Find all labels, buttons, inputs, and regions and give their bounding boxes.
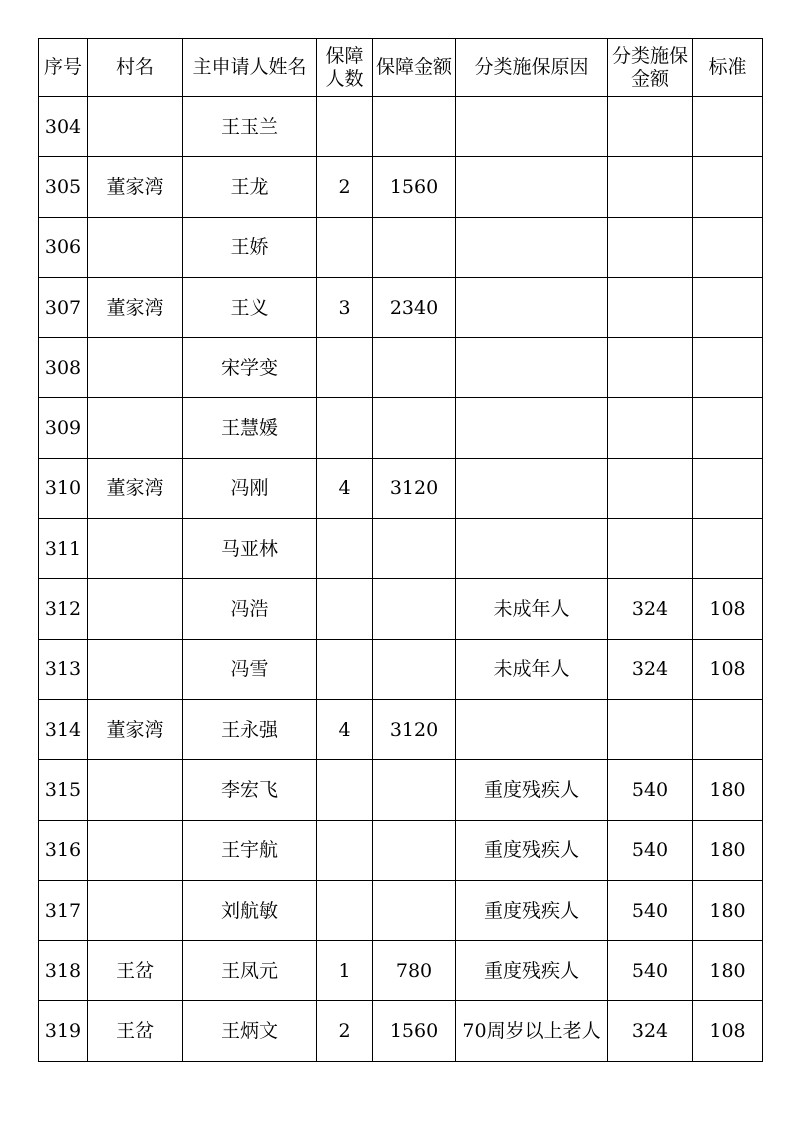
cell-classified-amount: 540 xyxy=(608,760,693,820)
cell-covered-amount: 2340 xyxy=(373,277,456,337)
cell-village xyxy=(88,217,183,277)
cell-standard xyxy=(693,97,763,157)
cell-covered-count: 1 xyxy=(317,941,373,1001)
cell-applicant-name: 王娇 xyxy=(183,217,317,277)
table-row xyxy=(39,1001,763,1061)
cell-standard xyxy=(693,157,763,217)
cell-village xyxy=(88,880,183,940)
cell-applicant-name: 宋学变 xyxy=(183,338,317,398)
cell-classified-reason: 重度残疾人 xyxy=(456,760,608,820)
cell-standard xyxy=(693,699,763,759)
cell-applicant-name: 冯雪 xyxy=(183,639,317,699)
cell-classified-reason xyxy=(456,398,608,458)
cell-no: 305 xyxy=(39,157,88,217)
cell-covered-amount xyxy=(373,97,456,157)
cell-no: 306 xyxy=(39,217,88,277)
cell-covered-count: 4 xyxy=(317,458,373,518)
header-classified-reason: 分类施保原因 xyxy=(456,39,608,97)
cell-applicant-name: 李宏飞 xyxy=(183,760,317,820)
cell-village xyxy=(88,639,183,699)
cell-no: 308 xyxy=(39,338,88,398)
cell-classified-reason: 未成年人 xyxy=(456,639,608,699)
header-no: 序号 xyxy=(39,39,88,97)
cell-standard: 180 xyxy=(693,820,763,880)
header-applicant-name: 主申请人姓名 xyxy=(183,39,317,97)
cell-village: 王岔 xyxy=(88,941,183,1001)
cell-standard: 180 xyxy=(693,880,763,940)
cell-classified-amount: 324 xyxy=(608,1001,693,1061)
cell-village xyxy=(88,579,183,639)
cell-applicant-name: 王宇航 xyxy=(183,820,317,880)
cell-covered-count: 2 xyxy=(317,1001,373,1061)
cell-standard: 180 xyxy=(693,760,763,820)
cell-classified-reason: 重度残疾人 xyxy=(456,880,608,940)
cell-classified-reason xyxy=(456,338,608,398)
cell-classified-reason xyxy=(456,699,608,759)
cell-applicant-name: 冯刚 xyxy=(183,458,317,518)
cell-covered-amount xyxy=(373,760,456,820)
cell-applicant-name: 王义 xyxy=(183,277,317,337)
cell-covered-amount xyxy=(373,217,456,277)
cell-classified-amount xyxy=(608,699,693,759)
cell-standard xyxy=(693,398,763,458)
cell-classified-reason: 重度残疾人 xyxy=(456,820,608,880)
cell-covered-count: 2 xyxy=(317,157,373,217)
cell-classified-amount: 324 xyxy=(608,639,693,699)
cell-applicant-name: 冯浩 xyxy=(183,579,317,639)
cell-standard xyxy=(693,338,763,398)
cell-classified-amount: 540 xyxy=(608,880,693,940)
cell-classified-reason xyxy=(456,277,608,337)
cell-covered-amount xyxy=(373,338,456,398)
cell-village xyxy=(88,338,183,398)
table-row xyxy=(39,277,763,337)
table-row xyxy=(39,217,763,277)
cell-classified-amount xyxy=(608,97,693,157)
cell-no: 314 xyxy=(39,699,88,759)
cell-covered-count xyxy=(317,760,373,820)
cell-covered-amount: 3120 xyxy=(373,458,456,518)
cell-classified-reason xyxy=(456,217,608,277)
cell-covered-count: 4 xyxy=(317,699,373,759)
cell-applicant-name: 刘航敏 xyxy=(183,880,317,940)
table-row xyxy=(39,639,763,699)
cell-classified-amount xyxy=(608,217,693,277)
cell-classified-reason: 70周岁以上老人 xyxy=(456,1001,608,1061)
cell-covered-count: 3 xyxy=(317,277,373,337)
table-row xyxy=(39,157,763,217)
cell-classified-amount xyxy=(608,277,693,337)
cell-no: 316 xyxy=(39,820,88,880)
cell-standard: 180 xyxy=(693,941,763,1001)
cell-classified-amount xyxy=(608,458,693,518)
cell-village: 王岔 xyxy=(88,1001,183,1061)
cell-village xyxy=(88,97,183,157)
cell-village xyxy=(88,519,183,579)
cell-village: 董家湾 xyxy=(88,157,183,217)
cell-no: 312 xyxy=(39,579,88,639)
cell-classified-amount xyxy=(608,519,693,579)
header-covered-count: 保障人数 xyxy=(317,39,373,97)
cell-standard: 108 xyxy=(693,579,763,639)
cell-classified-amount xyxy=(608,157,693,217)
header-row xyxy=(39,39,763,97)
cell-no: 313 xyxy=(39,639,88,699)
table-row xyxy=(39,579,763,639)
relief-table xyxy=(38,38,763,1062)
cell-no: 319 xyxy=(39,1001,88,1061)
cell-standard: 108 xyxy=(693,1001,763,1061)
cell-applicant-name: 王龙 xyxy=(183,157,317,217)
table-row xyxy=(39,398,763,458)
cell-covered-count xyxy=(317,820,373,880)
cell-village xyxy=(88,760,183,820)
cell-no: 318 xyxy=(39,941,88,1001)
cell-applicant-name: 王炳文 xyxy=(183,1001,317,1061)
cell-classified-reason: 未成年人 xyxy=(456,579,608,639)
cell-standard xyxy=(693,277,763,337)
table-row xyxy=(39,699,763,759)
cell-standard xyxy=(693,519,763,579)
cell-no: 304 xyxy=(39,97,88,157)
cell-covered-count xyxy=(317,97,373,157)
cell-village xyxy=(88,398,183,458)
table-row xyxy=(39,941,763,1001)
table-row xyxy=(39,458,763,518)
cell-covered-count xyxy=(317,880,373,940)
cell-covered-amount xyxy=(373,519,456,579)
table-row xyxy=(39,519,763,579)
cell-standard xyxy=(693,458,763,518)
cell-classified-reason xyxy=(456,157,608,217)
cell-covered-count xyxy=(317,519,373,579)
cell-classified-amount: 324 xyxy=(608,579,693,639)
cell-covered-amount: 3120 xyxy=(373,699,456,759)
cell-village xyxy=(88,820,183,880)
header-village: 村名 xyxy=(88,39,183,97)
cell-covered-count xyxy=(317,639,373,699)
cell-covered-count xyxy=(317,398,373,458)
cell-village: 董家湾 xyxy=(88,458,183,518)
cell-classified-amount: 540 xyxy=(608,820,693,880)
cell-covered-amount: 780 xyxy=(373,941,456,1001)
cell-applicant-name: 王凤元 xyxy=(183,941,317,1001)
cell-classified-amount xyxy=(608,398,693,458)
cell-covered-amount xyxy=(373,579,456,639)
cell-covered-amount: 1560 xyxy=(373,157,456,217)
cell-covered-amount xyxy=(373,820,456,880)
table-row xyxy=(39,880,763,940)
cell-no: 315 xyxy=(39,760,88,820)
cell-covered-count xyxy=(317,217,373,277)
header-classified-amount: 分类施保金额 xyxy=(608,39,693,97)
cell-covered-amount: 1560 xyxy=(373,1001,456,1061)
cell-applicant-name: 马亚林 xyxy=(183,519,317,579)
table-row xyxy=(39,760,763,820)
cell-applicant-name: 王玉兰 xyxy=(183,97,317,157)
cell-no: 309 xyxy=(39,398,88,458)
cell-classified-amount: 540 xyxy=(608,941,693,1001)
cell-classified-amount xyxy=(608,338,693,398)
cell-standard xyxy=(693,217,763,277)
header-covered-amount: 保障金额 xyxy=(373,39,456,97)
cell-village: 董家湾 xyxy=(88,277,183,337)
cell-covered-amount xyxy=(373,398,456,458)
table-body xyxy=(39,97,763,1062)
cell-covered-amount xyxy=(373,880,456,940)
cell-classified-reason xyxy=(456,97,608,157)
table-row xyxy=(39,820,763,880)
cell-no: 311 xyxy=(39,519,88,579)
cell-covered-count xyxy=(317,338,373,398)
cell-no: 310 xyxy=(39,458,88,518)
cell-classified-reason xyxy=(456,458,608,518)
cell-classified-reason xyxy=(456,519,608,579)
cell-covered-count xyxy=(317,579,373,639)
cell-no: 307 xyxy=(39,277,88,337)
cell-applicant-name: 王永强 xyxy=(183,699,317,759)
cell-no: 317 xyxy=(39,880,88,940)
header-standard: 标准 xyxy=(693,39,763,97)
cell-village: 董家湾 xyxy=(88,699,183,759)
cell-classified-reason: 重度残疾人 xyxy=(456,941,608,1001)
cell-covered-amount xyxy=(373,639,456,699)
cell-applicant-name: 王慧媛 xyxy=(183,398,317,458)
table-row xyxy=(39,338,763,398)
cell-standard: 108 xyxy=(693,639,763,699)
table-row xyxy=(39,97,763,157)
